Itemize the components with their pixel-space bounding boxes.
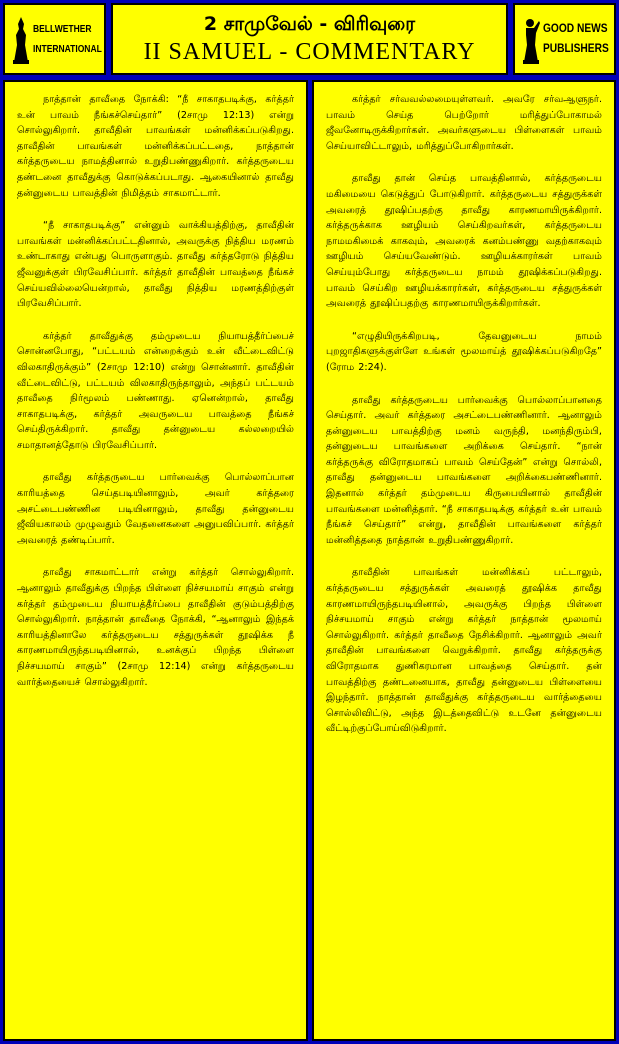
left-column [3,80,308,1041]
good-news-logo [513,3,616,75]
paragraph: கர்த்தர் தாவீதுக்கு தம்முடைய நியாயத்தீர்ப்பைச் சொன்னபோது, “பட்டயம் என்றைக்கும் உன் வீட்டைவிட்டு விலகாதிருக்கும்” (2சாமு 12:10) என்று சொன்னார். தாவீதின் வீட்டைவிட்டு, பட்டயம் விலகாதிருந்தாலும், அந்தப் பட்டயம் தாவீதை நிர்மூலம் பண்ணாது. ஏனென்றால், தாவீது சாகாதபடிக்கு, கர்த்தர் அவருடைய பாவத்தை நீங்கச் செய்திருக்கிறார். தாவீது தன்னுடைய கல்லறையில் சமாதானத்தோடு பிரவேசிப்பார். [17,330,294,451]
title-box [111,3,508,75]
paragraph: தாவீது சாகமாட்டார் என்று கர்த்தர் சொல்லுகிறார். ஆனாலும் தாவீதுக்கு பிறந்த பிள்ளை நிச்சயமாய் சாகும் என்று கர்த்தர் தம்முடைய நியாயத்தீர்ப்பை தாவீதின் குடும்பத்திற்கு சொல்லுகிறார். நாத்தான் தாவீதை நோக்கி, “ஆனாலும் இந்தக் காரியத்தினாலே கர்த்தருடைய சத்துருக்கள் தூஷிக்க நீ காரணமாயிருந்தபடியினால், உனக்குப் பிறந்த பிள்ளை நிச்சயமாய் சாகும்” (2சாமு 12:14) என்று கர்த்தருடைய வார்த்தையைச் சொல்லுகிறார். [17,567,294,688]
right-column [312,80,616,1041]
good-news-line2: PUBLISHERS [543,41,609,55]
paragraph: “நீ சாகாதபடிக்கு” என்னும் வாக்கியத்திற்கு, தாவீதின் பாவங்கள் மன்னிக்கப்பட்டதினால், அவருக்கு நித்திய மரணம் உண்டாகாது என்பது பொருளாகும். தாவீது கர்த்தரோடு நித்திய ஜீவனுக்குள் பிரவேசிப்பார். கர்த்தர் தாவீதின் பாவத்தை நீங்கச் செய்யவில்லையென்றால், தாவீது நித்திய மரணத்திற்குள் பிரவேசிப்பார். [17,220,294,310]
bellwether-line2: INTERNATIONAL [33,44,102,55]
paragraph: கர்த்தர் சர்வவல்லமையுள்ளவர். அவரே சர்வஆளுநர். பாவம் செய்த பெற்றோர் மரித்துப்போகாமல் ஜீவனோடிருக்கிறார்கள். அவர்களுடைய பிள்ளைகள் பாவம் செய்யாவிட்டாலும், மரித்துப்போகிறார்கள். [326,94,602,152]
paragraph: தாவீது கர்த்தருடைய பார்வைக்கு பொல்லாப்பான காரியத்தை செய்தபடியினாலும், அவர் கர்த்தரை அசட்டைபண்ணின படியினாலும், தாவீது தன்னுடைய ஜீவியகாலம் முழுவதும் வேதனைகளை அனுபவிப்பார். கர்த்தர் அவரைத் தண்டிப்பார். [17,472,294,546]
paragraph: தாவீது கர்த்தருடைய பார்வைக்கு பொல்லாப்பானதை செய்தார். அவர் கர்த்தரை அசட்டைபண்ணினார். ஆனாலும் தன்னுடைய பாவத்திற்கு மனம் வருந்தி, மனந்திரும்பி, தன்னுடைய பாவங்களை அறிக்கை செய்தார். “நான் கர்த்தருக்கு விரோதமாகப் பாவம் செய்தேன்” என்று சொல்லி, தாவீது தன்னுடைய பாவங்களை அறிக்கைபண்ணினார். இதனால் கர்த்தர் தம்முடைய கிருபையினால் தாவீதின் பாவங்களை மன்னித்தார். “நீ சாகாதபடிக்கு கர்த்தர் உன் பாவம் நீங்கச் செய்தார்” என்று, தாவீதின் பாவங்களை கர்த்தர் மன்னித்ததை நாத்தான் உறுதிபண்ணுகிறார். [326,394,602,546]
good-news-line1: GOOD NEWS [543,21,608,35]
herald-figure-icon [521,15,541,65]
paragraph: தாவீது தான் செய்த பாவத்தினால், கர்த்தருடைய மகிமையை கெடுத்துப் போடுகிறார். கர்த்தருடைய சத்துருக்கள் அவரைத் தூஷிப்பதற்கு தாவீது காரணமாயிருக்கிறார். கர்த்தருக்காக ஊழியம் செய்கிறவர்கள், கர்த்தருடைய நாமமகிமைக் காகவும், அவரைக் கனம்பண்ணு வதற்காகவும் ஊழியம் செய்யவேண்டும். ஊழியக்காரர்கள் பாவம் செய்யும்போது கர்த்தருடைய நாமம் தூஷிக்கப்படுகிறது. பாவம் செய்கிற ஊழியக்காரர்கள், கர்த்தருடைய சத்துருக்கள் அவரைத் தூஷிப்பதற்கு காரணமாயிருக்கிறார்கள். [326,173,602,310]
paragraph: நாத்தான் தாவீதை நோக்கி: “நீ சாகாதபடிக்கு, கர்த்தர் உன் பாவம் நீங்கச்செய்தார்” (2சாமு 12:13) என்று சொல்லுகிறார். தாவீதின் பாவங்கள் மன்னிக்கப்படுகிறது. தாவீதின் பாவங்கள் மன்னிக்கப்பட்டதை, நாத்தான் கர்த்தருடைய நாமத்தினால் உறுதிபண்ணுகிறார். கர்த்தருடைய தண்டனை தாவீதுக்கு கொடுக்கப்படாது. ஆகையினால் தாவீது தன்னுடைய பாவத்தின் நிமித்தம் சாகமாட்டார். [17,94,294,199]
bellwether-logo [3,3,106,75]
paragraph: “எழுதியிருக்கிறபடி, தேவனுடைய நாமம் புறஜாதிகளுக்குள்ளே உங்கள் மூலமாய்த் தூஷிக்கப்படுகிறதே” (ரோம 2:24). [326,330,602,373]
title-english: II SAMUEL - COMMENTARY [143,39,476,65]
bellwether-line1: BELLWETHER [33,24,92,35]
paragraph: தாவீதின் பாவங்கள் மன்னிக்கப் பட்டாலும், கர்த்தருடைய சத்துருக்கள் அவரைத் தூஷிக்க தாவீது காரணமாயிருந்தபடியினால், அவருக்கு பிறந்த பிள்ளை நிச்சயமாய் சாகும் என்று கர்த்தர் நாத்தான் மூலமாய் சொல்லுகிறார். கர்த்தர் தாவீதை நேசிக்கிறார். ஆனாலும் அவர் தாவீதின் பாவங்களை வெறுக்கிறார். தாவீது கர்த்தருக்கு விரோதமாக துணிகரமான பாவத்தை செய்தார். தன் பாவத்திற்கு தண்டனையாக, தாவீது தன்னுடைய பிள்ளையை இழந்தார். நாத்தான் தாவீதுக்கு கர்த்தருடைய வார்த்தையை சொல்லிவிட்டு, அந்த இடத்தைவிட்டு உடனே தன்னுடைய வீட்டிற்குப்போய்விடுகிறார். [326,567,602,735]
bellwether-sheep-icon [11,15,31,65]
header [3,3,616,75]
title-tamil: 2 சாமுவேல் - விரிவுரை [203,13,416,35]
